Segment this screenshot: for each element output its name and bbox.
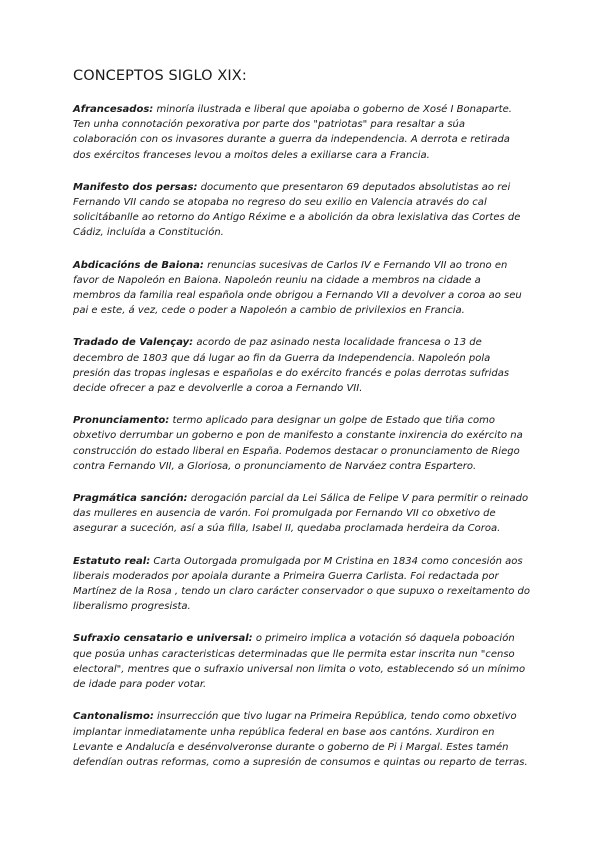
entry-manifesto-persas (73, 180, 530, 241)
entry-term: Afrancesados: (73, 104, 154, 115)
entry-term: Cantonalismo: (73, 711, 154, 723)
entry-term: Pragmática sanción: (73, 493, 188, 505)
entry-definition: documento que presentaron 69 deputados absolutistas ao rei Fernando VII cando se atopaba no regreso do seu exilio en Valencia através do cal solicitábanlle ao retorno do Antigo Réxime e a abolición da obra lexislativa das Cortes de Cádiz, incluída a Constitución. (73, 181, 521, 239)
entry-definition: acordo de paz asinado nesta localidade francesa o 13 de decembro de 1803 que dá lugar ao fin da Guerra da Independencia. Napoleón pola presión das tropas inglesas e españolas e do exército francés e polas derrotas sufridas decide ofrecer a paz e devolverlle a coroa a Fernando VII. (73, 337, 510, 395)
entry-term: Pronunciamento: (73, 415, 170, 427)
entry-afrancesados (73, 102, 530, 163)
entry-definition: renuncias sucesivas de Carlos IV e Fernando VII ao trono en favor de Napoleón en Baiona. Napoleón reuniu na cidade a membros na cidade a membros da familia real española onde obrigou a Fernando VII a devolver a coroa ao seu pai e este, á vez, cede o poder a Napoleón a cambio de privilexios en Francia. (73, 259, 522, 317)
entry-term: Abdicacións de Baiona: (73, 259, 204, 271)
entry-sufraxio (73, 631, 530, 692)
entry-tradado-valencay (73, 335, 530, 396)
entry-term: Manifesto dos persas: (73, 181, 198, 193)
entry-term: Tradado de Valençay: (73, 337, 194, 349)
entry-estatuto-real (73, 554, 530, 615)
entry-cantonalismo (73, 709, 530, 770)
entry-definition: o primeiro implica a votación só daquela poboación que posúa unhas caracteristicas determinadas que lle permita estar inscrita nun "censo electoral", mentres que o sufraxio universal non limita o voto, establecendo só un mínimo de idade para poder votar. (73, 633, 526, 691)
entry-definition: insurrección que tivo lugar na Primeira República, tendo como obxetivo implantar inmediatamente unha república federal en base aos cantóns. Xurdiron en Levante e Andalucía e desénvolveronse durante o goberno de Pi i Margal. Estes tamén defendían outras reformas, como a supresión de consumos e quintas ou reparto de terras. (73, 711, 528, 768)
entry-term: Estatuto real: (73, 555, 151, 567)
entry-definition: termo aplicado para designar un golpe de Estado que tiña como obxetivo derrumbar un goberno e pon de manifesto a constante inxirencia do exército na construcción do estado liberal en España. Podemos destacar o pronunciamento de Riego contra Fernando VII, a Gloriosa, o pronunciamento de Narváez contra Espartero. (73, 415, 523, 472)
page-title: CONCEPTOS SIGLO XIX: (73, 68, 247, 84)
entry-pragmatica-sancion (73, 491, 530, 537)
entry-term: Sufraxio censatario e universal: (73, 633, 253, 645)
entry-definition: minoría ilustrada e liberal que apoiaba o goberno de Xosé I Bonaparte. Ten unha connotación pexorativa por parte dos "patriotas" para resaltar a súa colaboración con os invasores durante a guerra da independencia. A derrota e retirada dos exércitos franceses levou a moitos deles a exiliarse cara a Francia. (73, 104, 512, 161)
entry-definition: derogación parcial da Lei Sálica de Felipe V para permitir o reinado das mulleres en ausencia de varón. Foi promulgada por Fernando VII co obxetivo de asegurar a suceción, así a súa filla, Isabel II, quedaba proclamada herdeira da Coroa. (73, 493, 529, 535)
entry-definition: Carta Outorgada promulgada por M Cristina en 1834 como concesión aos liberais moderados por apoiala durante a Primeira Guerra Carlista. Foi redactada por Martínez de la Rosa , tendo un claro carácter conservador o que supuxo o rexeitamento do liberalismo progresista. (73, 555, 531, 613)
entry-abdicacions-baiona (73, 258, 530, 319)
entry-pronunciamento (73, 413, 530, 474)
